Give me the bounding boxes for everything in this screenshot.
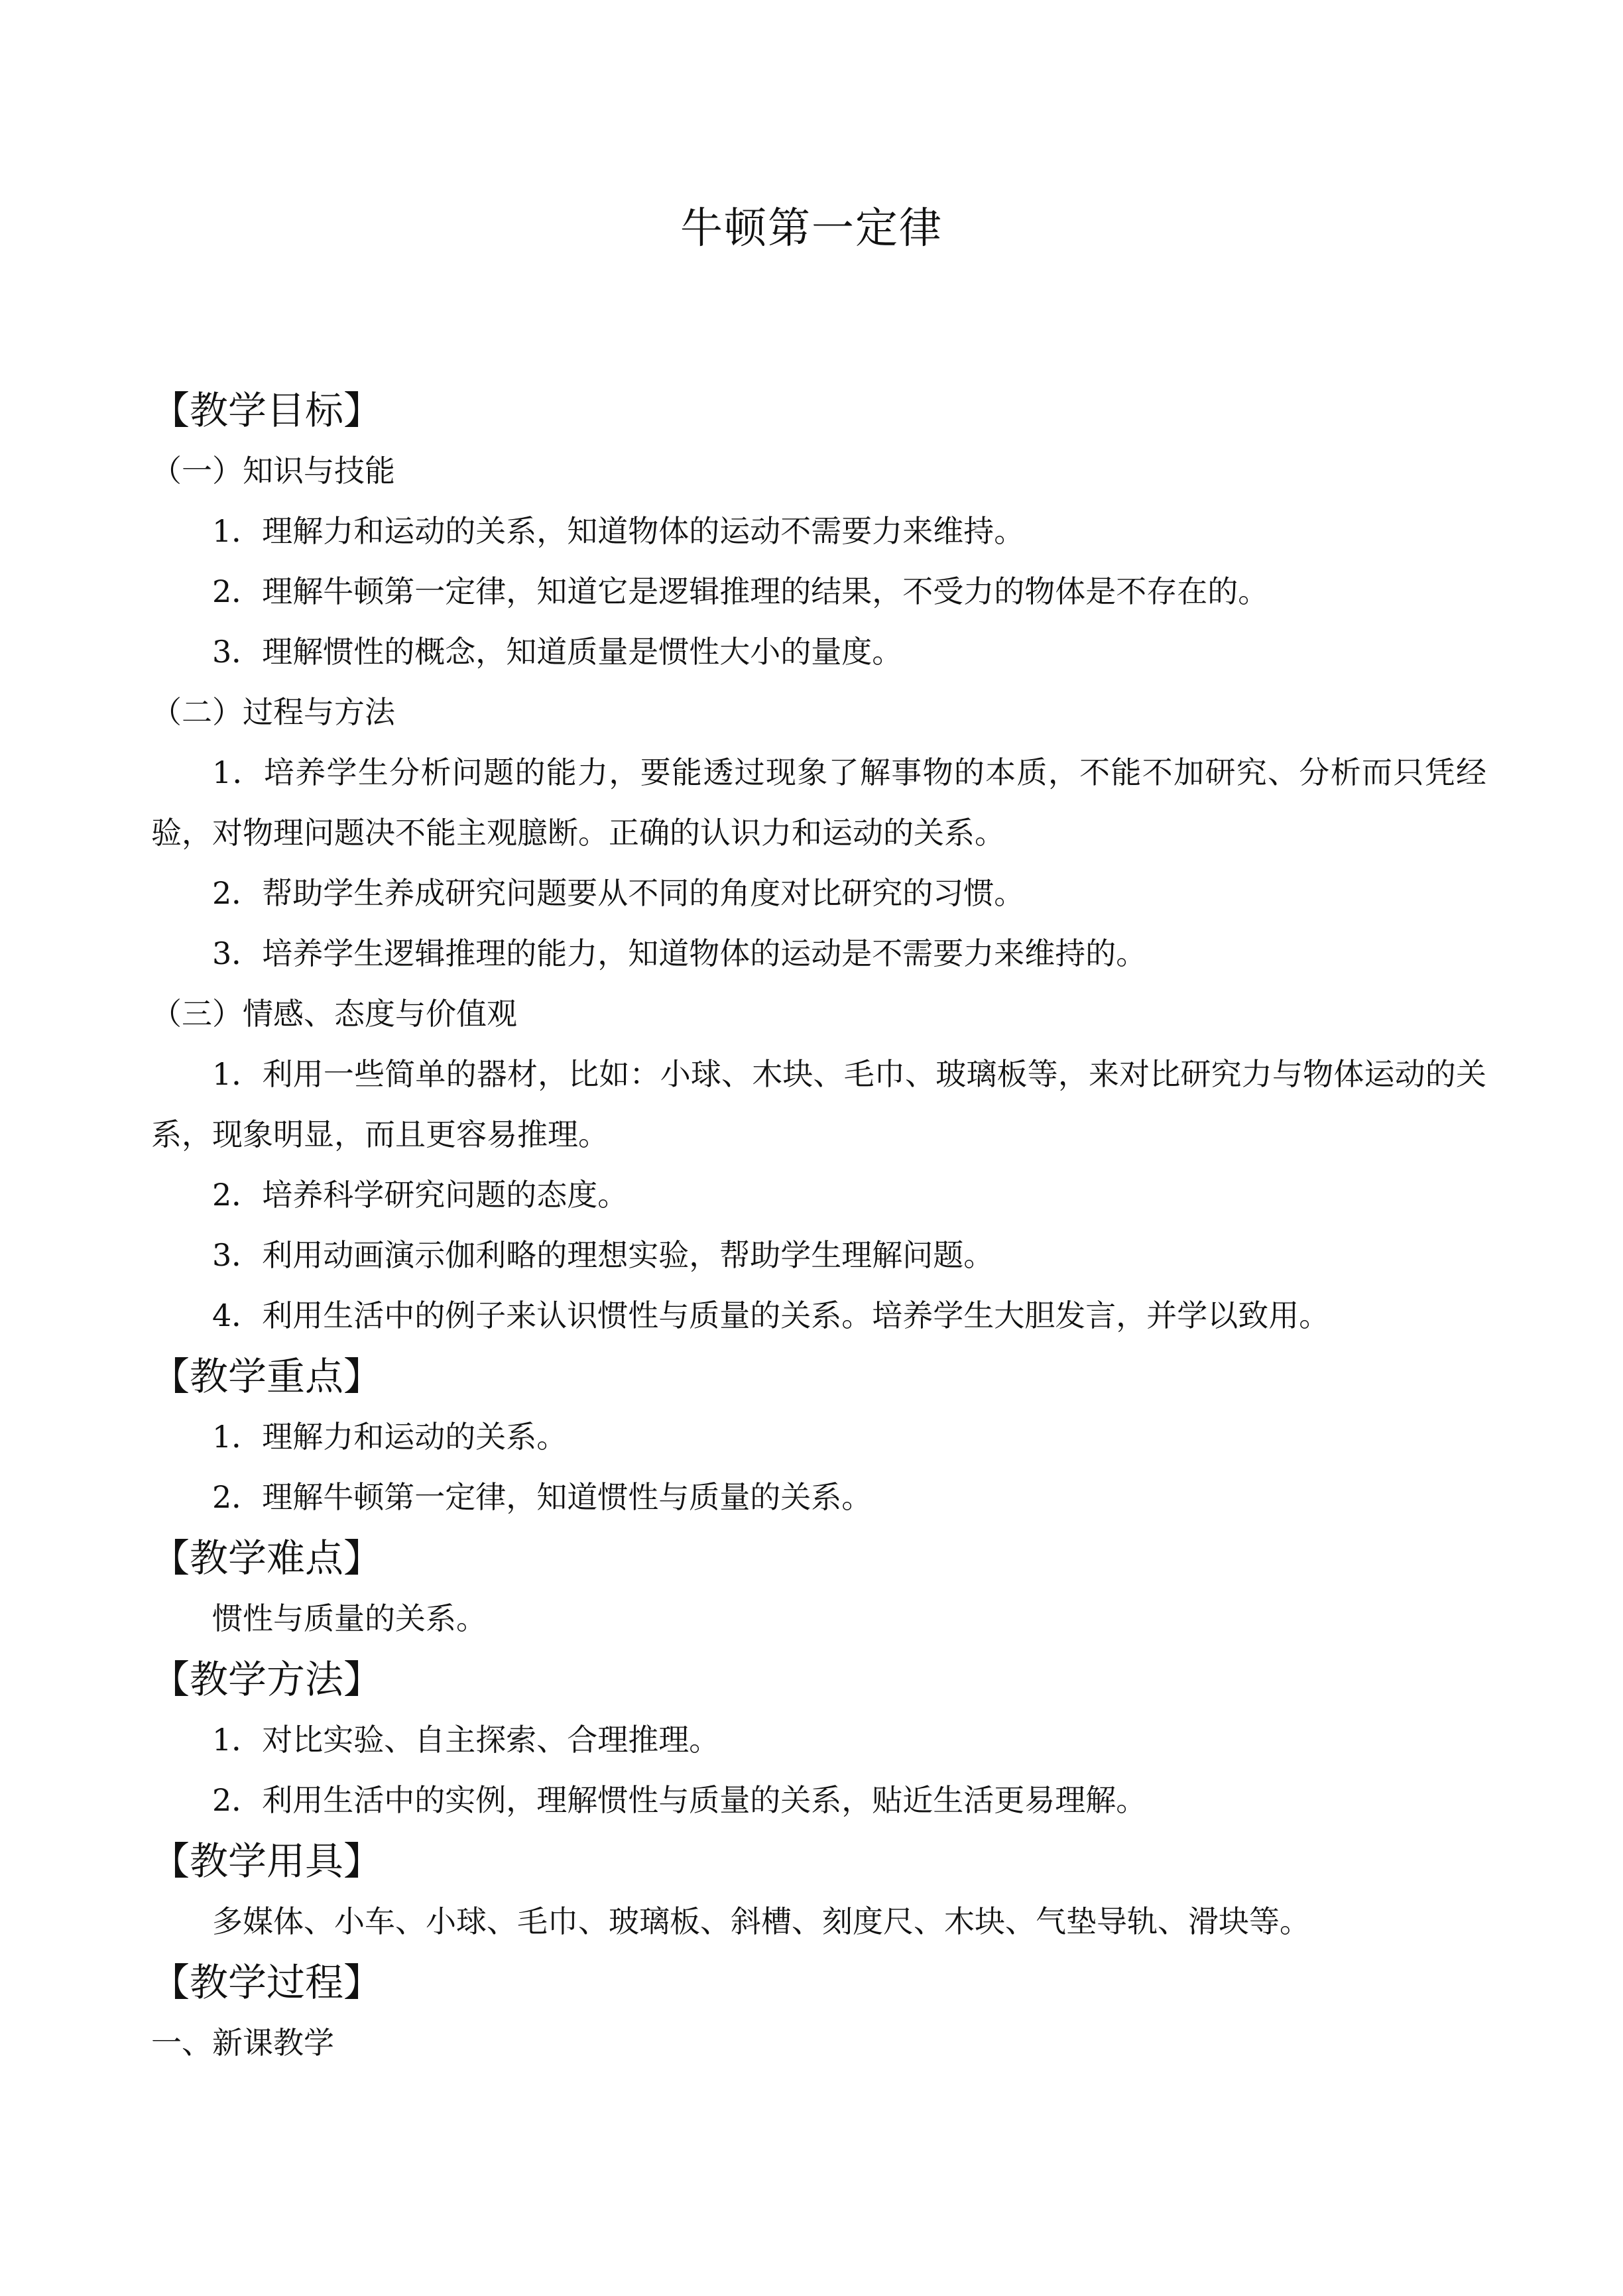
paragraph: 2．培养科学研究问题的态度。 — [212, 1177, 629, 1213]
section-heading-objectives: 【教学目标】 — [151, 388, 383, 433]
paragraph: 2．帮助学生养成研究问题要从不同的角度对比研究的习惯。 — [212, 875, 1025, 911]
subheading-new-lesson: 一、新课教学 — [151, 2025, 334, 2061]
paragraph: 1．利用一些简单的器材，比如：小球、木块、毛巾、玻璃板等，来对比研究力与物体运动的关系，现象明显，而且更容易推理。 — [151, 1056, 1486, 1152]
document-body — [151, 380, 1486, 2073]
paragraph: 1．理解力和运动的关系，知道物体的运动不需要力来维持。 — [212, 513, 1025, 549]
section-heading-methods: 【教学方法】 — [151, 1657, 383, 1702]
paragraph: 惯性与质量的关系。 — [212, 1601, 487, 1636]
subheading-knowledge-skills: （一）知识与技能 — [151, 453, 395, 489]
section-heading-difficulties: 【教学难点】 — [151, 1536, 383, 1581]
subheading-emotion-values: （三）情感、态度与价值观 — [151, 996, 517, 1032]
section-heading-tools: 【教学用具】 — [151, 1839, 383, 1884]
paragraph: 2．理解牛顿第一定律，知道它是逻辑推理的结果，不受力的物体是不存在的。 — [212, 574, 1269, 609]
subheading-process-methods: （二）过程与方法 — [151, 694, 395, 730]
section-heading-process: 【教学过程】 — [151, 1960, 383, 2005]
paragraph: 3．培养学生逻辑推理的能力，知道物体的运动是不需要力来维持的。 — [212, 936, 1147, 971]
page-title: 牛顿第一定律 — [680, 204, 943, 253]
paragraph: 1．培养学生分析问题的能力，要能透过现象了解事物的本质，不能不加研究、分析而只凭经验，对物理问题决不能主观臆断。正确的认识力和运动的关系。 — [151, 755, 1486, 851]
paragraph: 多媒体、小车、小球、毛巾、玻璃板、斜槽、刻度尺、木块、气垫导轨、滑块等。 — [212, 1903, 1310, 1939]
paragraph: 1．对比实验、自主探索、合理推理。 — [212, 1722, 720, 1758]
paragraph: 2．理解牛顿第一定律，知道惯性与质量的关系。 — [212, 1479, 872, 1515]
section-heading-key-points: 【教学重点】 — [151, 1354, 383, 1399]
paragraph: 2．利用生活中的实例，理解惯性与质量的关系，贴近生活更易理解。 — [212, 1782, 1147, 1818]
paragraph: 1．理解力和运动的关系。 — [212, 1419, 568, 1455]
paragraph: 4．利用生活中的例子来认识惯性与质量的关系。培养学生大胆发言，并学以致用。 — [212, 1298, 1330, 1333]
paragraph: 3．利用动画演示伽利略的理想实验，帮助学生理解问题。 — [212, 1237, 994, 1273]
paragraph: 3．理解惯性的概念，知道质量是惯性大小的量度。 — [212, 634, 903, 670]
